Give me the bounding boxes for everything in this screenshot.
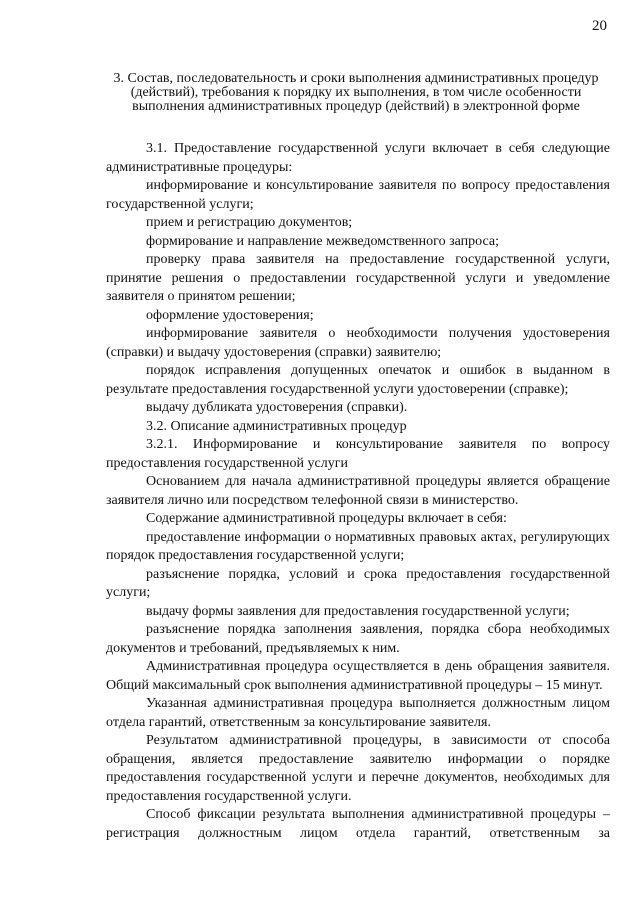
page-number: 20	[592, 18, 607, 34]
paragraph: Указанная административная процедура выполняется должностным лицом отдела гарантий, ответственным за консультирование заявителя.	[106, 696, 610, 730]
paragraph: формирование и направление межведомственного запроса;	[146, 233, 499, 249]
paragraph: информирование и консультирование заявителя по вопросу предоставления государственной услуги;	[106, 178, 610, 212]
paragraph: 3.2. Описание административных процедур	[146, 418, 407, 434]
paragraph: 3.1. Предоставление государственной услуги включает в себя следующие административные процедуры:	[106, 141, 610, 175]
paragraph: Способ фиксации результата выполнения административной процедуры – регистрация должностным лицом отдела гарантий, ответственным за	[106, 807, 610, 841]
paragraph: предоставление информации о нормативных правовых актах, регулирующих порядок предоставления государственной услуги;	[106, 529, 610, 563]
paragraph: оформление удостоверения;	[146, 307, 314, 323]
paragraph: порядок исправления допущенных опечаток и ошибок в выданном в результате предоставления государственной услуги удостоверении (справке);	[106, 363, 610, 397]
paragraph: разъяснение порядка, условий и срока предоставления государственной услуги;	[106, 566, 610, 600]
paragraph: Административная процедура осуществляется в день обращения заявителя. Общий максимальный срок выполнения административной процедуры – 15 минут.	[106, 659, 610, 693]
paragraph: проверку права заявителя на предоставление государственной услуги, принятие решения о предоставлении государственной услуги и уведомление заявителя о принятом решении;	[106, 252, 610, 304]
document-body	[106, 140, 610, 843]
paragraph: Основанием для начала административной процедуры является обращение заявителя лично или посредством телефонной связи в министерство.	[106, 474, 610, 508]
paragraph: Результатом административной процедуры, в зависимости от способа обращения, является предоставление заявителю информации о порядке предоставления государственной услуги и перечне документов, необходимых для предоставления государственной услуги.	[106, 733, 610, 804]
paragraph: прием и регистрацию документов;	[146, 215, 353, 230]
paragraph: разъяснение порядка заполнения заявления, порядка сбора необходимых документов и требований, предъявляемых к ним.	[106, 622, 610, 656]
paragraph: выдачу формы заявления для предоставления государственной услуги;	[146, 603, 570, 619]
section-heading: 3. Состав, последовательность и сроки выполнения административных процедур (действий), требования к порядку их выполнения, в том числе особенности выполнения административных процедур (действий) в электронной форме	[113, 71, 599, 115]
paragraph: выдачу дубликата удостоверения (справки).	[146, 400, 408, 415]
paragraph: 3.2.1. Информирование и консультирование заявителя по вопросу предоставления государственной услуги	[106, 437, 610, 471]
paragraph: Содержание административной процедуры включает в себя:	[146, 511, 507, 526]
paragraph: информирование заявителя о необходимости получения удостоверения (справки) и выдачу удостоверения (справки) заявителю;	[106, 326, 610, 360]
